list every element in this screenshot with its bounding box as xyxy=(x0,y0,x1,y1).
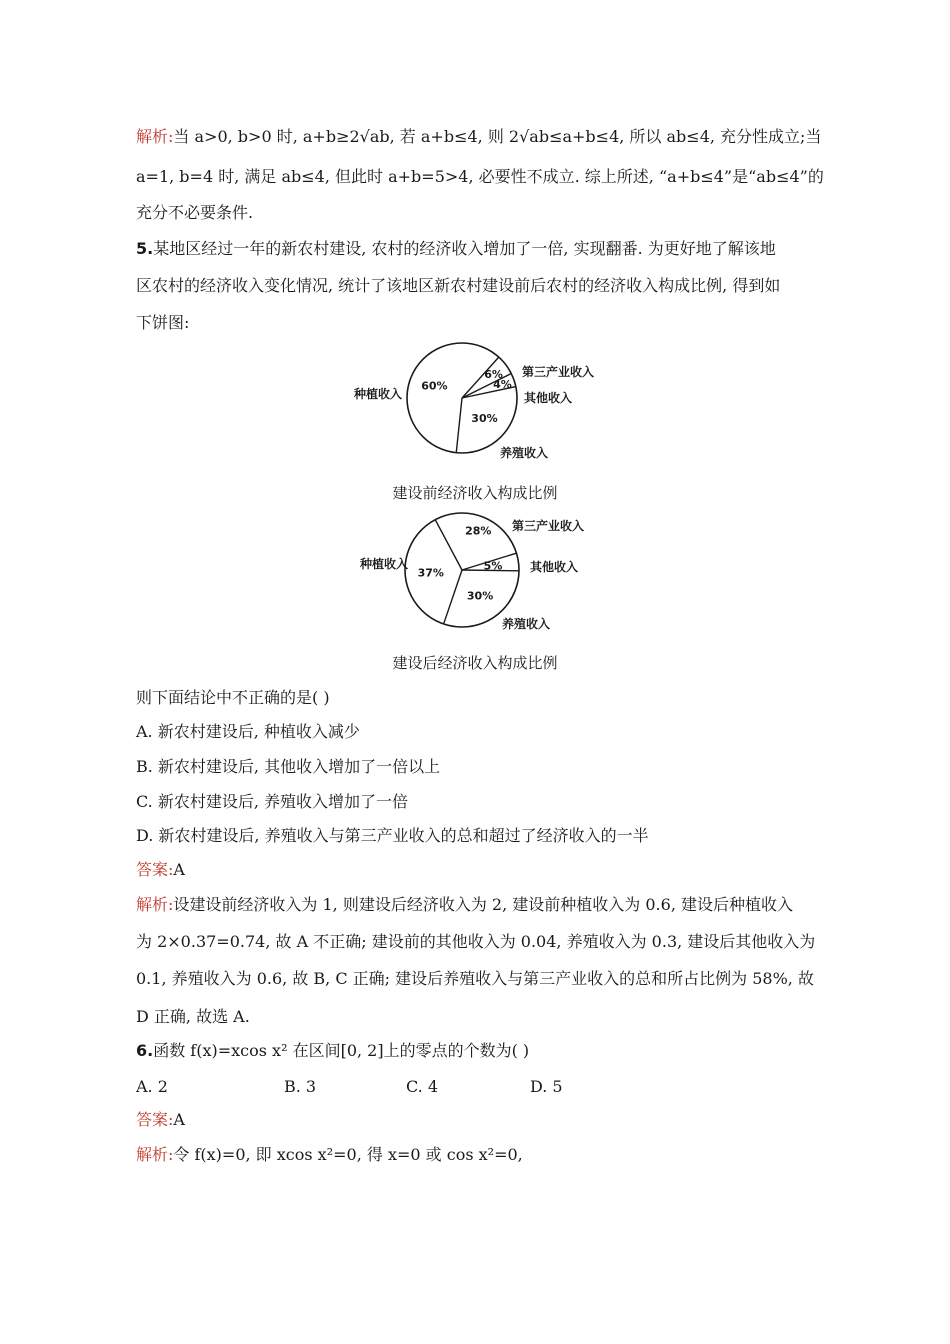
q6-stem-text: 函数 f(x)=xcos x² 在区间[0, 2]上的零点的个数为( ) xyxy=(153,1041,530,1060)
pie-chart-before xyxy=(330,340,630,480)
pie-value-label: 4% xyxy=(493,377,512,391)
q4-analysis-text1: 当 a>0, b>0 时, a+b≥2√ab, 若 a+b≤4, 则 2√ab≤a+b≤4, 所以 ab≤4, 充分性成立;当 xyxy=(173,127,822,146)
q5-stem-text1: 某地区经过一年的新农村建设, 农村的经济收入增加了一倍, 实现翻番. 为更好地了解该地 xyxy=(153,239,776,258)
q6-option-b: B. 3 xyxy=(284,1077,317,1096)
pie-value-label: 5% xyxy=(483,559,503,573)
q5-option-a: A. 新农村建设后, 种植收入减少 xyxy=(136,722,360,741)
q5-analysis-text1: 设建设前经济收入为 1, 则建设后经济收入为 2, 建设前种植收入为 0.6, 建设后种植收入 xyxy=(173,895,793,914)
q6-stem xyxy=(136,1041,529,1061)
q5-question: 则下面结论中不正确的是( ) xyxy=(136,688,330,707)
q5-analysis-line1 xyxy=(136,895,793,915)
pie-value-label: 37% xyxy=(417,566,444,580)
analysis-label: 解析: xyxy=(136,127,174,146)
analysis-label: 解析: xyxy=(136,895,174,914)
q6-analysis-line1 xyxy=(136,1145,523,1165)
pie-category-label: 其他收入 xyxy=(530,560,579,574)
q5-analysis-line3: 0.1, 养殖收入为 0.6, 故 B, C 正确; 建设后养殖收入与第三产业收入的总和所占比例为 58%, 故 xyxy=(136,969,814,988)
q6-option-c: C. 4 xyxy=(406,1077,439,1096)
answer-label: 答案: xyxy=(136,860,174,879)
pie-value-label: 28% xyxy=(465,524,492,538)
pie-chart-after xyxy=(330,510,630,640)
q5-stem-line1 xyxy=(136,239,776,259)
pie-value-label: 60% xyxy=(421,379,448,393)
q6-analysis-text1: 令 f(x)=0, 即 xcos x²=0, 得 x=0 或 cos x²=0, xyxy=(173,1145,523,1164)
q5-analysis-line4: D 正确, 故选 A. xyxy=(136,1007,250,1026)
q4-analysis-line3: 充分不必要条件. xyxy=(136,203,254,222)
q4-analysis-line1 xyxy=(136,127,821,147)
q4-analysis-line2: a=1, b=4 时, 满足 ab≤4, 但此时 a+b=5>4, 必要性不成立. 综上所述, “a+b≤4”是“ab≤4”的 xyxy=(136,167,824,186)
pie-category-label: 种植收入 xyxy=(359,557,408,571)
answer-label: 答案: xyxy=(136,1110,174,1129)
pie-category-label: 第三产业收入 xyxy=(522,365,595,379)
pie-caption-before: 建设前经济收入构成比例 xyxy=(392,484,558,502)
pie-caption-after: 建设后经济收入构成比例 xyxy=(392,654,558,672)
pie-category-label: 养殖收入 xyxy=(500,446,549,460)
pie-category-label: 养殖收入 xyxy=(502,617,551,631)
question-number: 6. xyxy=(136,1041,154,1060)
pie-category-label: 其他收入 xyxy=(524,391,573,405)
pie-category-label: 第三产业收入 xyxy=(512,519,585,533)
q5-option-b: B. 新农村建设后, 其他收入增加了一倍以上 xyxy=(136,757,441,776)
pie-value-label: 30% xyxy=(471,412,498,426)
q5-option-d: D. 新农村建设后, 养殖收入与第三产业收入的总和超过了经济收入的一半 xyxy=(136,826,649,845)
q5-stem-line3: 下饼图: xyxy=(136,313,190,332)
pie-value-label: 6% xyxy=(484,368,503,382)
q6-option-d: D. 5 xyxy=(530,1077,563,1096)
q5-stem-line2: 区农村的经济收入变化情况, 统计了该地区新农村建设前后农村的经济收入构成比例, 得到如 xyxy=(136,276,781,295)
answer-value: A xyxy=(173,860,185,879)
pie-category-label: 种植收入 xyxy=(353,387,402,401)
answer-value: A xyxy=(173,1110,185,1129)
q5-answer xyxy=(136,860,185,880)
q6-answer xyxy=(136,1110,185,1130)
analysis-label: 解析: xyxy=(136,1145,174,1164)
q6-option-a: A. 2 xyxy=(136,1077,168,1096)
pie-value-label: 30% xyxy=(466,589,494,603)
q5-option-c: C. 新农村建设后, 养殖收入增加了一倍 xyxy=(136,792,409,811)
question-number: 5. xyxy=(136,239,154,258)
q5-analysis-line2: 为 2×0.37=0.74, 故 A 不正确; 建设前的其他收入为 0.04, 养殖收入为 0.3, 建设后其他收入为 xyxy=(136,932,816,951)
